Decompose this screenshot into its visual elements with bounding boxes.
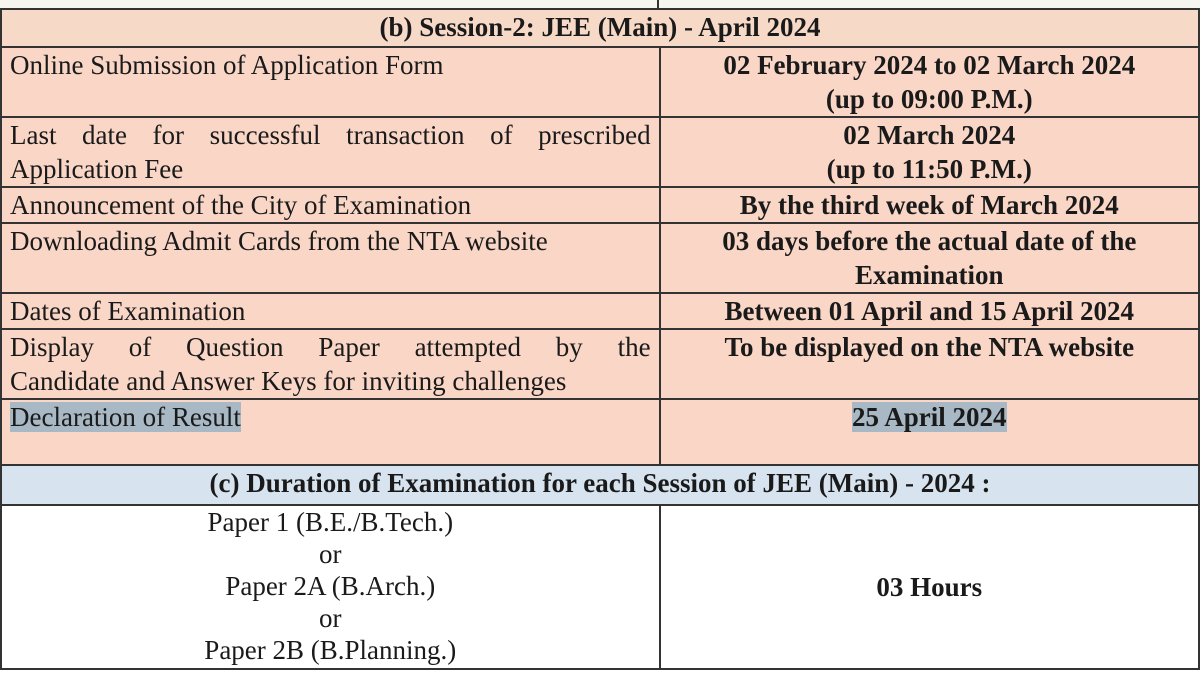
row-label-text: Application Fee bbox=[10, 154, 184, 184]
paper-separator: or bbox=[319, 539, 342, 569]
row-label bbox=[1, 47, 660, 117]
row-label-text: Dates of Examination bbox=[10, 296, 246, 326]
section-b-heading-row bbox=[1, 9, 1199, 47]
section-c-heading: (c) Duration of Examination for each Session of JEE (Main) - 2024 : bbox=[1, 465, 1199, 505]
row-value-line: Examination bbox=[855, 260, 1004, 290]
table-row bbox=[1, 117, 1199, 187]
result-date: 25 April 2024 bbox=[852, 402, 1007, 432]
row-value-line: Between 01 April and 15 April 2024 bbox=[724, 296, 1135, 326]
table-row bbox=[1, 187, 1199, 223]
row-label-text: Candidate and Answer Keys for inviting challenges bbox=[10, 366, 567, 396]
row-value bbox=[660, 223, 1199, 293]
row-value bbox=[660, 47, 1199, 117]
row-label bbox=[1, 117, 660, 187]
paper-item: Paper 2B (B.Planning.) bbox=[204, 635, 457, 665]
row-value-line: (up to 11:50 P.M.) bbox=[826, 154, 1032, 184]
row-value-line: By the third week of March 2024 bbox=[739, 190, 1119, 220]
duration-row bbox=[1, 505, 1199, 669]
row-value-line: To be displayed on the NTA website bbox=[724, 332, 1135, 362]
section-b-heading: (b) Session-2: JEE (Main) - April 2024 bbox=[1, 9, 1199, 47]
row-label bbox=[1, 329, 660, 399]
row-value bbox=[660, 187, 1199, 223]
result-label: Declaration of Result bbox=[10, 402, 241, 432]
row-value-line: 03 days before the actual date of the bbox=[722, 226, 1137, 256]
paper-list bbox=[1, 505, 660, 669]
row-label-text: Display of Question Paper attempted by the bbox=[10, 332, 651, 362]
row-label-text: Announcement of the City of Examination bbox=[10, 190, 472, 220]
row-value bbox=[660, 293, 1199, 329]
table-row bbox=[1, 399, 1199, 465]
paper-separator: or bbox=[319, 603, 342, 633]
duration-value: 03 Hours bbox=[660, 505, 1199, 669]
paper-item: Paper 1 (B.E./B.Tech.) bbox=[207, 507, 454, 537]
paper-item: Paper 2A (B.Arch.) bbox=[225, 571, 436, 601]
row-label bbox=[1, 399, 660, 465]
table-row bbox=[1, 329, 1199, 399]
row-value-line: 02 February 2024 to 02 March 2024 bbox=[723, 50, 1136, 80]
table-row bbox=[1, 293, 1199, 329]
row-value-line: 02 March 2024 bbox=[843, 120, 1016, 150]
row-label bbox=[1, 293, 660, 329]
row-value bbox=[660, 329, 1199, 399]
row-label-text: Last date for successful transaction of prescribed bbox=[10, 120, 651, 150]
row-label-text: Online Submission of Application Form bbox=[10, 50, 444, 80]
section-c-heading-row bbox=[1, 465, 1199, 505]
exam-schedule-table bbox=[0, 8, 1200, 670]
row-label bbox=[1, 187, 660, 223]
row-label bbox=[1, 223, 660, 293]
row-value bbox=[660, 399, 1199, 465]
table-row bbox=[1, 223, 1199, 293]
row-value bbox=[660, 117, 1199, 187]
table-row bbox=[1, 47, 1199, 117]
row-value-line: (up to 09:00 P.M.) bbox=[825, 84, 1033, 114]
row-label-text: Downloading Admit Cards from the NTA website bbox=[10, 226, 548, 256]
